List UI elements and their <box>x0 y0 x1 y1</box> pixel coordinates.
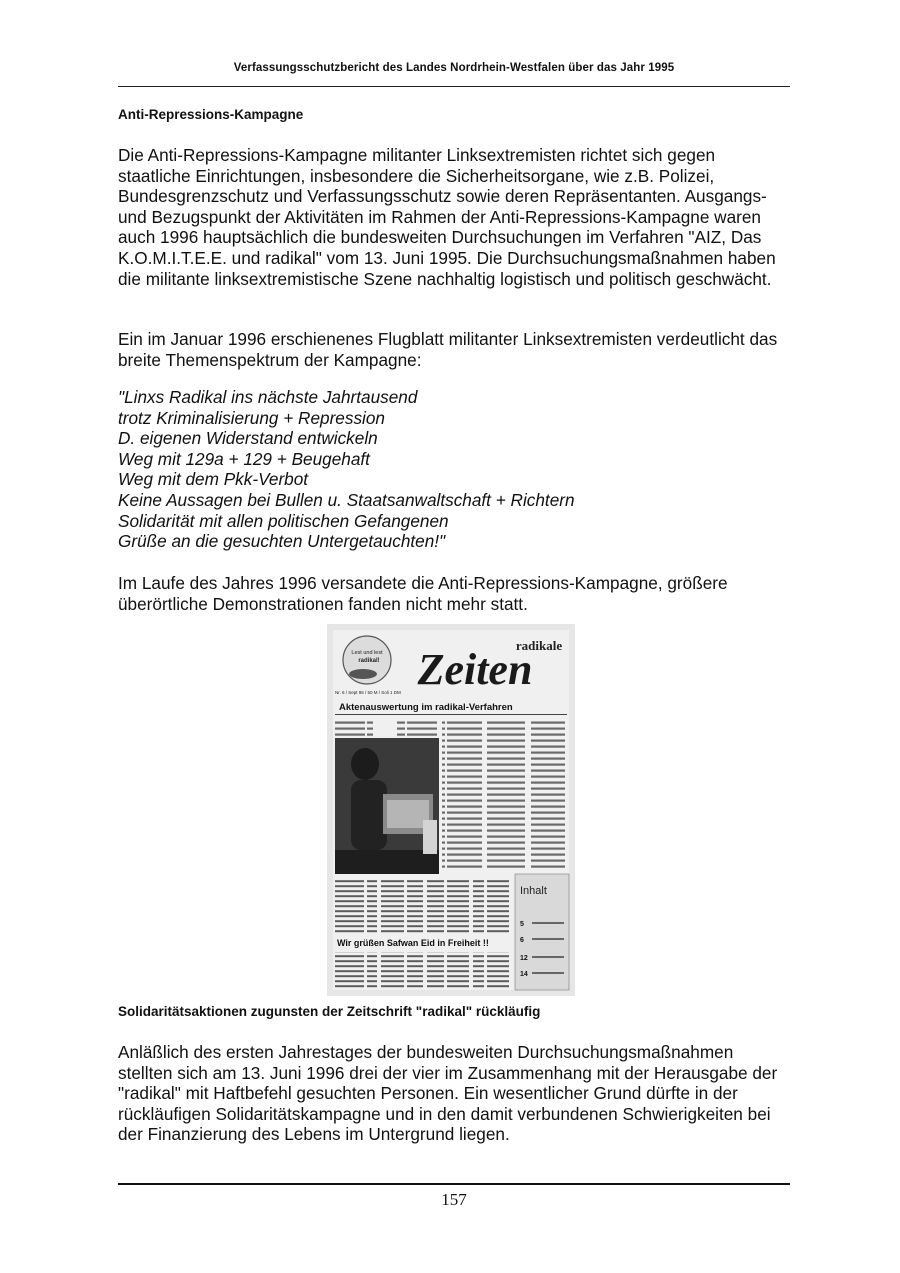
contents-title: Inhalt <box>520 885 547 897</box>
quote-line: trotz Kriminalisierung + Repression <box>118 407 385 428</box>
quote-line: Keine Aussagen bei Bullen u. Staatsanwaltschaft + Richtern <box>118 489 575 510</box>
headline-top: Aktenauswertung im radikal-Verfahren <box>339 702 513 713</box>
header-rule <box>118 86 790 87</box>
figure-caption: Solidaritätsaktionen zugunsten der Zeitschrift "radikal" rückläufig <box>118 1004 541 1019</box>
newspaper-cover-image <box>327 624 575 996</box>
footer-rule <box>118 1183 790 1185</box>
quote-line: "Linxs Radikal ins nächste Jahrtausend <box>118 387 418 407</box>
contents-number: 6 <box>520 937 524 944</box>
paragraph-3: Im Laufe des Jahres 1996 versandete die Anti-Repressions-Kampagne, größere überörtliche Demonstrationen fanden nicht mehr statt. <box>118 573 728 614</box>
sticker-text-1: Lest und lest <box>351 650 383 656</box>
section-heading: Anti-Repressions-Kampagne <box>118 107 304 122</box>
flyer-quote <box>118 387 790 552</box>
contents-number: 14 <box>520 971 528 978</box>
paragraph-1: Die Anti-Repressions-Kampagne militanter Linksextremisten richtet sich gegen staatliche Einrichtungen, insbesondere die Sicherheitsorgane, wie z.B. Polizei, Bundesgrenzschutz und Verfassungsschutz sowie deren Repräsentanten. Ausgangs- und Bezugspunkt der Aktivitäten im Rahmen der Anti-Repressions-Kampagne waren auch 1996 hauptsächlich die bundesweiten Durchsuchungen im Verfahren "AIZ, Das K.O.M.I.T.E.E. und radikal" vom 13. Juni 1995. Die Durchsuchungsmaßnahmen haben die militante linksextremistische Szene nachhaltig logistisch und politisch geschwächt. <box>118 145 776 289</box>
running-header: Verfassungsschutzbericht des Landes Nordrhein-Westfalen über das Jahr 1995 <box>233 62 675 74</box>
sticker-text-2: radikal! <box>358 658 380 664</box>
contents-number: 5 <box>520 921 524 928</box>
masthead-big: Zeiten <box>417 645 533 694</box>
quote-line: Solidarität mit allen politischen Gefangenen <box>118 510 449 531</box>
paragraph-4: Anläßlich des ersten Jahrestages der bundesweiten Durchsuchungsmaßnahmen stellten sich am 13. Juni 1996 drei der vier im Zusammenhang mit der Herausgabe der "radikal" mit Haftbefehl gesuchten Personen. Ein wesentlicher Grund dürfte in der rückläufigen Solidaritätskampagne und in den damit verbundenen Schwierigkeiten bei der Finanzierung des Lebens im Untergrund liegen. <box>118 1042 778 1145</box>
quote-line: Grüße an die gesuchten Untergetauchten!" <box>118 531 446 552</box>
issue-line: Nr. 6 / Sept 95 / 50 M / Soli 1 DM <box>335 690 401 695</box>
quote-line: D. eigenen Widerstand entwickeln <box>118 428 378 449</box>
paragraph-2: Ein im Januar 1996 erschienenes Flugblatt militanter Linksextremisten verdeutlicht das breite Themenspektrum der Kampagne: <box>118 329 778 370</box>
quote-line: Weg mit dem Pkk-Verbot <box>118 469 309 490</box>
contents-number: 12 <box>520 955 528 962</box>
masthead-small: radikale <box>515 638 563 653</box>
quote-line: Weg mit 129a + 129 + Beugehaft <box>118 448 370 469</box>
headline-bottom: Wir grüßen Safwan Eid in Freiheit !! <box>337 938 489 948</box>
page-number: 157 <box>441 1190 467 1209</box>
newspaper-cover-drawing <box>327 624 575 996</box>
